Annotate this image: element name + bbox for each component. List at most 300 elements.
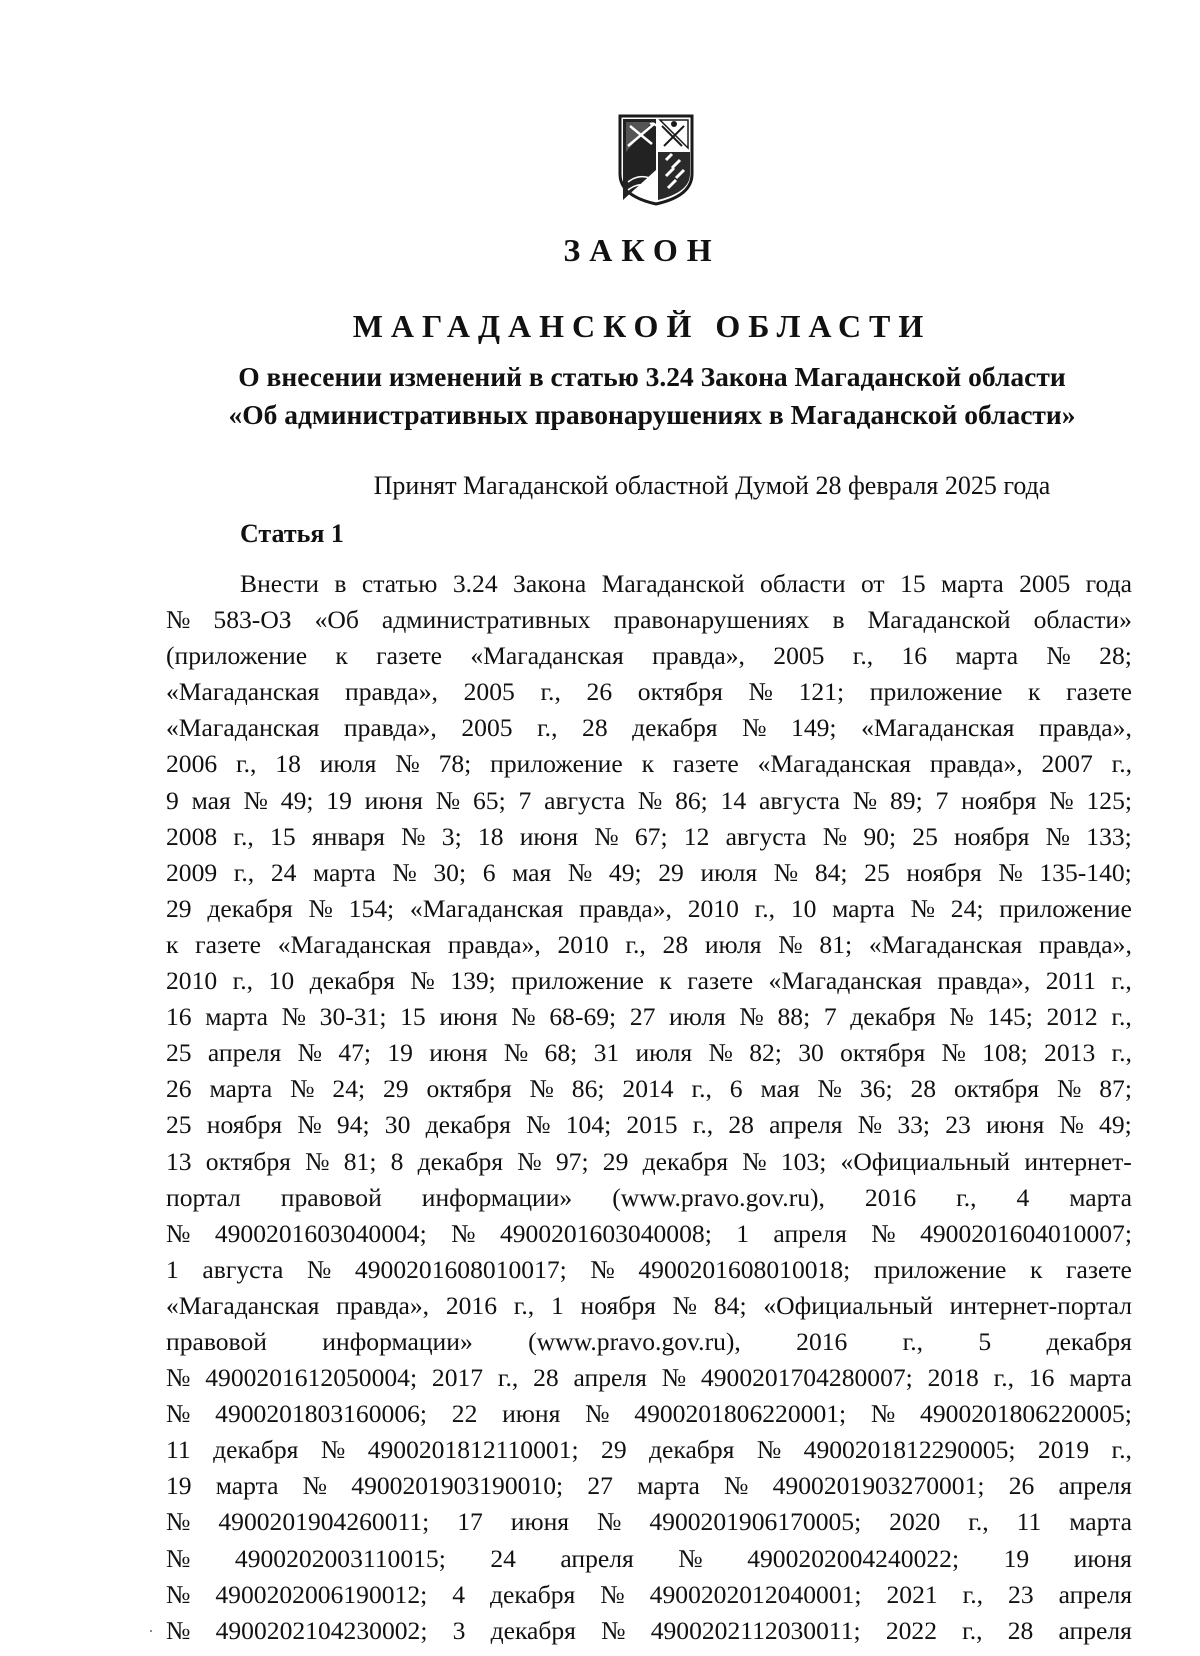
word: 7 [518, 785, 532, 815]
word: № [1056, 1074, 1082, 1104]
word: № [320, 1435, 346, 1465]
word: 86; [675, 785, 708, 815]
word: № [166, 605, 191, 635]
word: «Магаданская [166, 677, 320, 707]
word: 2009 [166, 857, 218, 887]
word: «Официальный [763, 1290, 933, 1320]
word: № [870, 1399, 896, 1429]
word: 25 [166, 1110, 192, 1140]
word: 2020 [889, 1507, 941, 1537]
word: июля [704, 929, 762, 959]
word: 15 [400, 1002, 426, 1032]
word: 133; [1086, 821, 1132, 851]
word: 17 [457, 1507, 483, 1537]
word: 4900201906170005; [649, 1507, 862, 1537]
word: № [590, 1254, 615, 1284]
word: 1 [166, 1254, 179, 1284]
word: 30 [384, 1110, 411, 1140]
word: № [166, 1507, 191, 1537]
word: к [166, 929, 179, 959]
word: 2015 [626, 1110, 678, 1140]
word: «Магаданская [166, 713, 320, 743]
subject-line: «Об административных правонарушениях в Магаданской области» [228, 399, 1076, 430]
word: 16 [1028, 1363, 1055, 1393]
word: № [166, 1399, 191, 1429]
word: ноября [580, 1290, 656, 1320]
word: 149; [791, 713, 837, 743]
body-line [166, 1577, 1132, 1613]
word: 4900201608010018; [638, 1254, 851, 1284]
word: № [910, 893, 936, 923]
word: № [724, 1471, 749, 1501]
body-line [166, 1107, 1132, 1143]
body-line [166, 999, 1132, 1035]
word: № [166, 1615, 191, 1645]
word: 2016 [864, 1182, 917, 1212]
word: 28; [1099, 641, 1132, 671]
word: № [678, 1543, 703, 1573]
word: 81; [819, 929, 853, 959]
word: г., [1111, 1435, 1132, 1465]
word: 108; [982, 1038, 1028, 1068]
word: № [637, 785, 663, 815]
body-line [166, 602, 1132, 638]
word: Внести [240, 569, 320, 598]
word: марта [1069, 1363, 1132, 1393]
word: 2005 [1019, 569, 1071, 598]
word: апреля [773, 1218, 847, 1248]
word: 28 [910, 1074, 937, 1104]
body-line [166, 891, 1132, 927]
word: 4900201603040008; [499, 1218, 712, 1248]
word: Магаданской [867, 605, 1011, 635]
word: 2016 [445, 1290, 497, 1320]
word: 3 [452, 1615, 466, 1645]
word: 29 [166, 893, 192, 923]
word: № [748, 677, 773, 707]
word: июля [700, 857, 758, 887]
word: 49; [1099, 1110, 1132, 1140]
word: 121; [798, 677, 845, 707]
word: № [857, 1110, 883, 1140]
word: г., [236, 749, 257, 779]
word: ноября [906, 857, 982, 887]
word: 27 [629, 1002, 656, 1032]
word: 7 [935, 785, 949, 815]
word: 68; [544, 1038, 578, 1068]
word: октября [953, 1074, 1040, 1104]
body-line [166, 638, 1132, 674]
law-heading: ЗАКОН [563, 232, 721, 268]
word: г., [233, 821, 254, 851]
word: 1 [550, 1290, 564, 1320]
word: марта [941, 569, 1004, 598]
word: 24; [332, 1074, 366, 1104]
word: 19 [1003, 1543, 1030, 1573]
body-line [166, 819, 1132, 855]
word: 12 [683, 821, 710, 851]
word: 30 [798, 1038, 824, 1068]
word: июня [439, 1002, 498, 1032]
word: № [392, 857, 417, 887]
word: 4900201812290005; [803, 1435, 1016, 1465]
word: 2021 [886, 1579, 938, 1609]
word: 28 [662, 929, 689, 959]
word: г., [968, 1507, 989, 1537]
word: (www.pravo.gov.ru), [612, 1182, 825, 1212]
word: 4900202003110015; [234, 1543, 446, 1573]
word: № [594, 821, 619, 851]
word: 29 [383, 1074, 409, 1104]
word: № [401, 821, 426, 851]
word: г., [540, 677, 561, 707]
word: газете [687, 966, 754, 996]
word: области» [1033, 605, 1132, 635]
word: декабря [489, 1579, 576, 1609]
word: правда», [652, 641, 745, 671]
word: 27 [587, 1471, 613, 1501]
word: 30; [433, 857, 467, 887]
word: 154; [348, 893, 395, 923]
word: г., [962, 1579, 984, 1609]
word: июня [510, 1507, 570, 1537]
word: июня [429, 1038, 488, 1068]
word: № [998, 857, 1023, 887]
word: 2012 [1046, 1002, 1098, 1032]
body-line [166, 1541, 1132, 1577]
word: августа [725, 821, 807, 851]
word: 13 [166, 1146, 192, 1176]
word: 2017 [431, 1363, 484, 1393]
word: газете [195, 929, 262, 959]
word: Магаданской [601, 569, 745, 598]
word: 11 [1016, 1507, 1042, 1537]
word: № [817, 1074, 842, 1104]
body-line [166, 674, 1132, 710]
word: 16 [901, 641, 928, 671]
word: 7 [823, 1002, 837, 1032]
word: 88; [777, 1002, 811, 1032]
word: № [742, 713, 767, 743]
word: 28 [728, 1110, 754, 1140]
word: № [302, 1471, 328, 1501]
word: 29 [601, 1435, 627, 1465]
word: 2005 [461, 713, 513, 743]
word: 4900201903270001; [772, 1471, 985, 1501]
word: правда», [929, 749, 1023, 779]
word: 29 [658, 857, 684, 887]
word: 3.24 [452, 569, 498, 598]
word: 103; [780, 1146, 827, 1176]
word: правда», [937, 966, 1031, 996]
word: № [451, 1218, 476, 1248]
word: 89; [889, 785, 923, 815]
word: 24; [950, 893, 984, 923]
body-line [166, 963, 1132, 999]
word: 2013 [1044, 1038, 1096, 1068]
word: 125; [1086, 785, 1132, 815]
word: 97; [555, 1146, 589, 1176]
word: приложение [869, 677, 1003, 707]
word: июля [319, 749, 377, 779]
word: марта [209, 1074, 273, 1104]
word: 2022 [885, 1615, 937, 1645]
word: 2005 [773, 641, 825, 671]
word: апреля [560, 1543, 634, 1573]
word: 4900201806220001; [634, 1399, 847, 1429]
word: Закона [513, 569, 587, 598]
body-line [166, 1035, 1132, 1071]
word: № [672, 1290, 698, 1320]
word: марта [205, 1002, 268, 1032]
word: 47; [338, 1038, 372, 1068]
word: 2014 [622, 1074, 674, 1104]
word: 29 [602, 1146, 629, 1176]
word: 4900201903190010; [351, 1471, 564, 1501]
body-line [166, 1468, 1132, 1504]
word: г., [754, 893, 776, 923]
word: 2008 [166, 821, 218, 851]
word: 2006 [166, 749, 218, 779]
article-body [166, 566, 1132, 1649]
word: октября [426, 1074, 512, 1104]
word: № [1046, 641, 1071, 671]
word: ноября [961, 785, 1037, 815]
word: 11 [166, 1435, 191, 1465]
word: апреля [573, 1363, 647, 1393]
word: 14 [720, 785, 747, 815]
word: 4 [1016, 1182, 1030, 1212]
word: 1 [736, 1218, 750, 1248]
body-line [166, 927, 1132, 963]
word: № [526, 1110, 551, 1140]
word: апреля [1058, 1579, 1132, 1609]
word: газете [1066, 677, 1132, 707]
word: информации» [421, 1182, 573, 1212]
word: № [297, 1110, 322, 1140]
word: 28 [1007, 1615, 1034, 1645]
word: 4900201704280007; [700, 1363, 913, 1393]
word: «Магаданская [166, 1290, 320, 1320]
word: 4900201603040004; [214, 1218, 427, 1248]
word: марта [637, 1471, 700, 1501]
word: апреля [207, 1038, 282, 1068]
word: г., [1111, 1038, 1132, 1068]
body-line [166, 1396, 1132, 1432]
word: июня [519, 821, 579, 851]
word: № [596, 1507, 622, 1537]
word: № [708, 1038, 733, 1068]
word: 81; [343, 1146, 377, 1176]
word: правда», [343, 713, 437, 743]
word: газете [1066, 1254, 1132, 1284]
article-title: Статья 1 [240, 519, 344, 548]
word: приложение [490, 749, 623, 779]
word: 4900202112030011; [650, 1615, 861, 1645]
body-line [166, 1180, 1132, 1216]
word: 3; [441, 821, 462, 851]
word: 18 [275, 749, 301, 779]
word: г., [692, 1110, 714, 1140]
word: административных [381, 605, 591, 635]
word: 135-140; [1039, 857, 1132, 887]
word: № [1059, 1110, 1084, 1140]
word: № [941, 1038, 966, 1068]
word: 15 [900, 569, 926, 598]
word: декабря [213, 1435, 299, 1465]
word: приложение [999, 893, 1132, 923]
word: 82; [749, 1038, 782, 1068]
word: правда», [1038, 713, 1132, 743]
word: 2019 [1037, 1435, 1090, 1465]
word: 78; [438, 749, 472, 779]
word: газете [672, 749, 739, 779]
word: 6 [729, 1074, 743, 1104]
word: 4900201604010007; [920, 1218, 1132, 1248]
word: 22 [451, 1399, 478, 1429]
word: № [1049, 785, 1074, 815]
word: августа [544, 785, 626, 815]
word: июля [635, 1038, 693, 1068]
word: № [166, 1218, 191, 1248]
word: августа [202, 1254, 284, 1284]
body-line [166, 566, 1132, 602]
word: правовой [280, 1182, 382, 1212]
word: статью [361, 569, 438, 598]
scan-speck [150, 1630, 152, 1632]
body-line [166, 1432, 1132, 1468]
body-line [166, 783, 1132, 819]
word: 65; [472, 785, 506, 815]
word: 49; [280, 785, 314, 815]
word: 16 [166, 1002, 192, 1032]
adoption-note: Принят Магаданской областной Думой 28 февраля 2025 года [373, 471, 1051, 500]
word: № [567, 857, 593, 887]
word: № [852, 785, 878, 815]
word: 10 [790, 893, 817, 923]
word: 26 [1008, 1471, 1035, 1501]
word: 6 [482, 857, 496, 887]
body-line [166, 1216, 1132, 1252]
word: № [600, 1579, 625, 1609]
body-line [166, 1360, 1132, 1396]
word: 19 [166, 1471, 192, 1501]
word: № [529, 1074, 554, 1104]
body-line [166, 1504, 1132, 1540]
word: «Магаданская [409, 893, 564, 923]
word: № [517, 1146, 542, 1176]
word: (www.pravo.gov.ru), [528, 1326, 741, 1356]
word: мая [760, 1074, 800, 1104]
word: к [641, 749, 655, 779]
word: г., [902, 1326, 924, 1356]
word: правда», [336, 1290, 430, 1320]
word: г., [537, 713, 558, 743]
word: информации» [322, 1326, 473, 1356]
word: 4900202012040001; [649, 1579, 862, 1609]
word: 4900202004240022; [747, 1543, 960, 1573]
word: 2018 [927, 1363, 979, 1393]
word: 2010 [166, 966, 218, 996]
word: г., [993, 1363, 1014, 1393]
word: марта [955, 641, 1019, 671]
word: (приложение [166, 641, 308, 671]
word: «Магаданская [757, 749, 911, 779]
word: марта [1069, 1182, 1132, 1212]
word: г., [1111, 966, 1132, 996]
word: приложение [873, 1254, 1007, 1284]
word: № [1045, 821, 1071, 851]
word: «Магаданская [470, 641, 624, 671]
word: в [832, 605, 845, 635]
word: 2007 [1041, 749, 1093, 779]
word: 2011 [1045, 966, 1096, 996]
word: мая [191, 785, 231, 815]
word: 84; [814, 857, 848, 887]
word: 2010 [687, 893, 739, 923]
word: января [311, 821, 385, 851]
word: 104; [565, 1110, 612, 1140]
word: апреля [1058, 1471, 1132, 1501]
word: июня [1073, 1543, 1132, 1573]
word: ноября [206, 1110, 283, 1140]
subject-line: О внесении изменений в статью 3.24 Закона Магаданской области [238, 361, 1066, 392]
word: 4900201806220005; [920, 1399, 1132, 1429]
word: марта [215, 1471, 279, 1501]
word: 33; [897, 1110, 931, 1140]
word: 4 [452, 1579, 465, 1609]
word: № [410, 966, 435, 996]
word: № [297, 1038, 323, 1068]
word: г., [956, 1182, 977, 1212]
word: августа [758, 785, 840, 815]
word: 5 [978, 1326, 992, 1356]
word: 15 [270, 821, 296, 851]
word: 2010 [557, 929, 609, 959]
word: области [760, 569, 846, 598]
word: 4900201904260011; [218, 1507, 430, 1537]
word: октября [637, 677, 723, 707]
word: декабря [632, 713, 718, 743]
word: апреля [769, 1110, 843, 1140]
word: к [335, 641, 348, 671]
word: интернет- [1024, 1146, 1132, 1176]
word: декабря [850, 1002, 936, 1032]
word: 87; [1099, 1074, 1132, 1104]
word: декабря [649, 1435, 735, 1465]
word: декабря [417, 1146, 504, 1176]
word: 19 [387, 1038, 413, 1068]
word: 10 [268, 966, 295, 996]
word: в [334, 569, 347, 598]
word: г., [1111, 1002, 1132, 1032]
word: к [1030, 1254, 1043, 1284]
word: декабря [1046, 1326, 1132, 1356]
word: марта [1069, 1507, 1132, 1537]
word: г., [513, 1290, 535, 1320]
word: 9 [166, 785, 179, 815]
word: г., [233, 857, 255, 887]
body-line [166, 1252, 1132, 1288]
word: 2016 [796, 1326, 848, 1356]
word: «Магаданская [277, 929, 432, 959]
word: 36; [859, 1074, 893, 1104]
word: 26 [166, 1074, 192, 1104]
word: марта [313, 857, 376, 887]
word: № [822, 821, 848, 851]
body-line [166, 1324, 1132, 1360]
word: правда», [345, 677, 438, 707]
